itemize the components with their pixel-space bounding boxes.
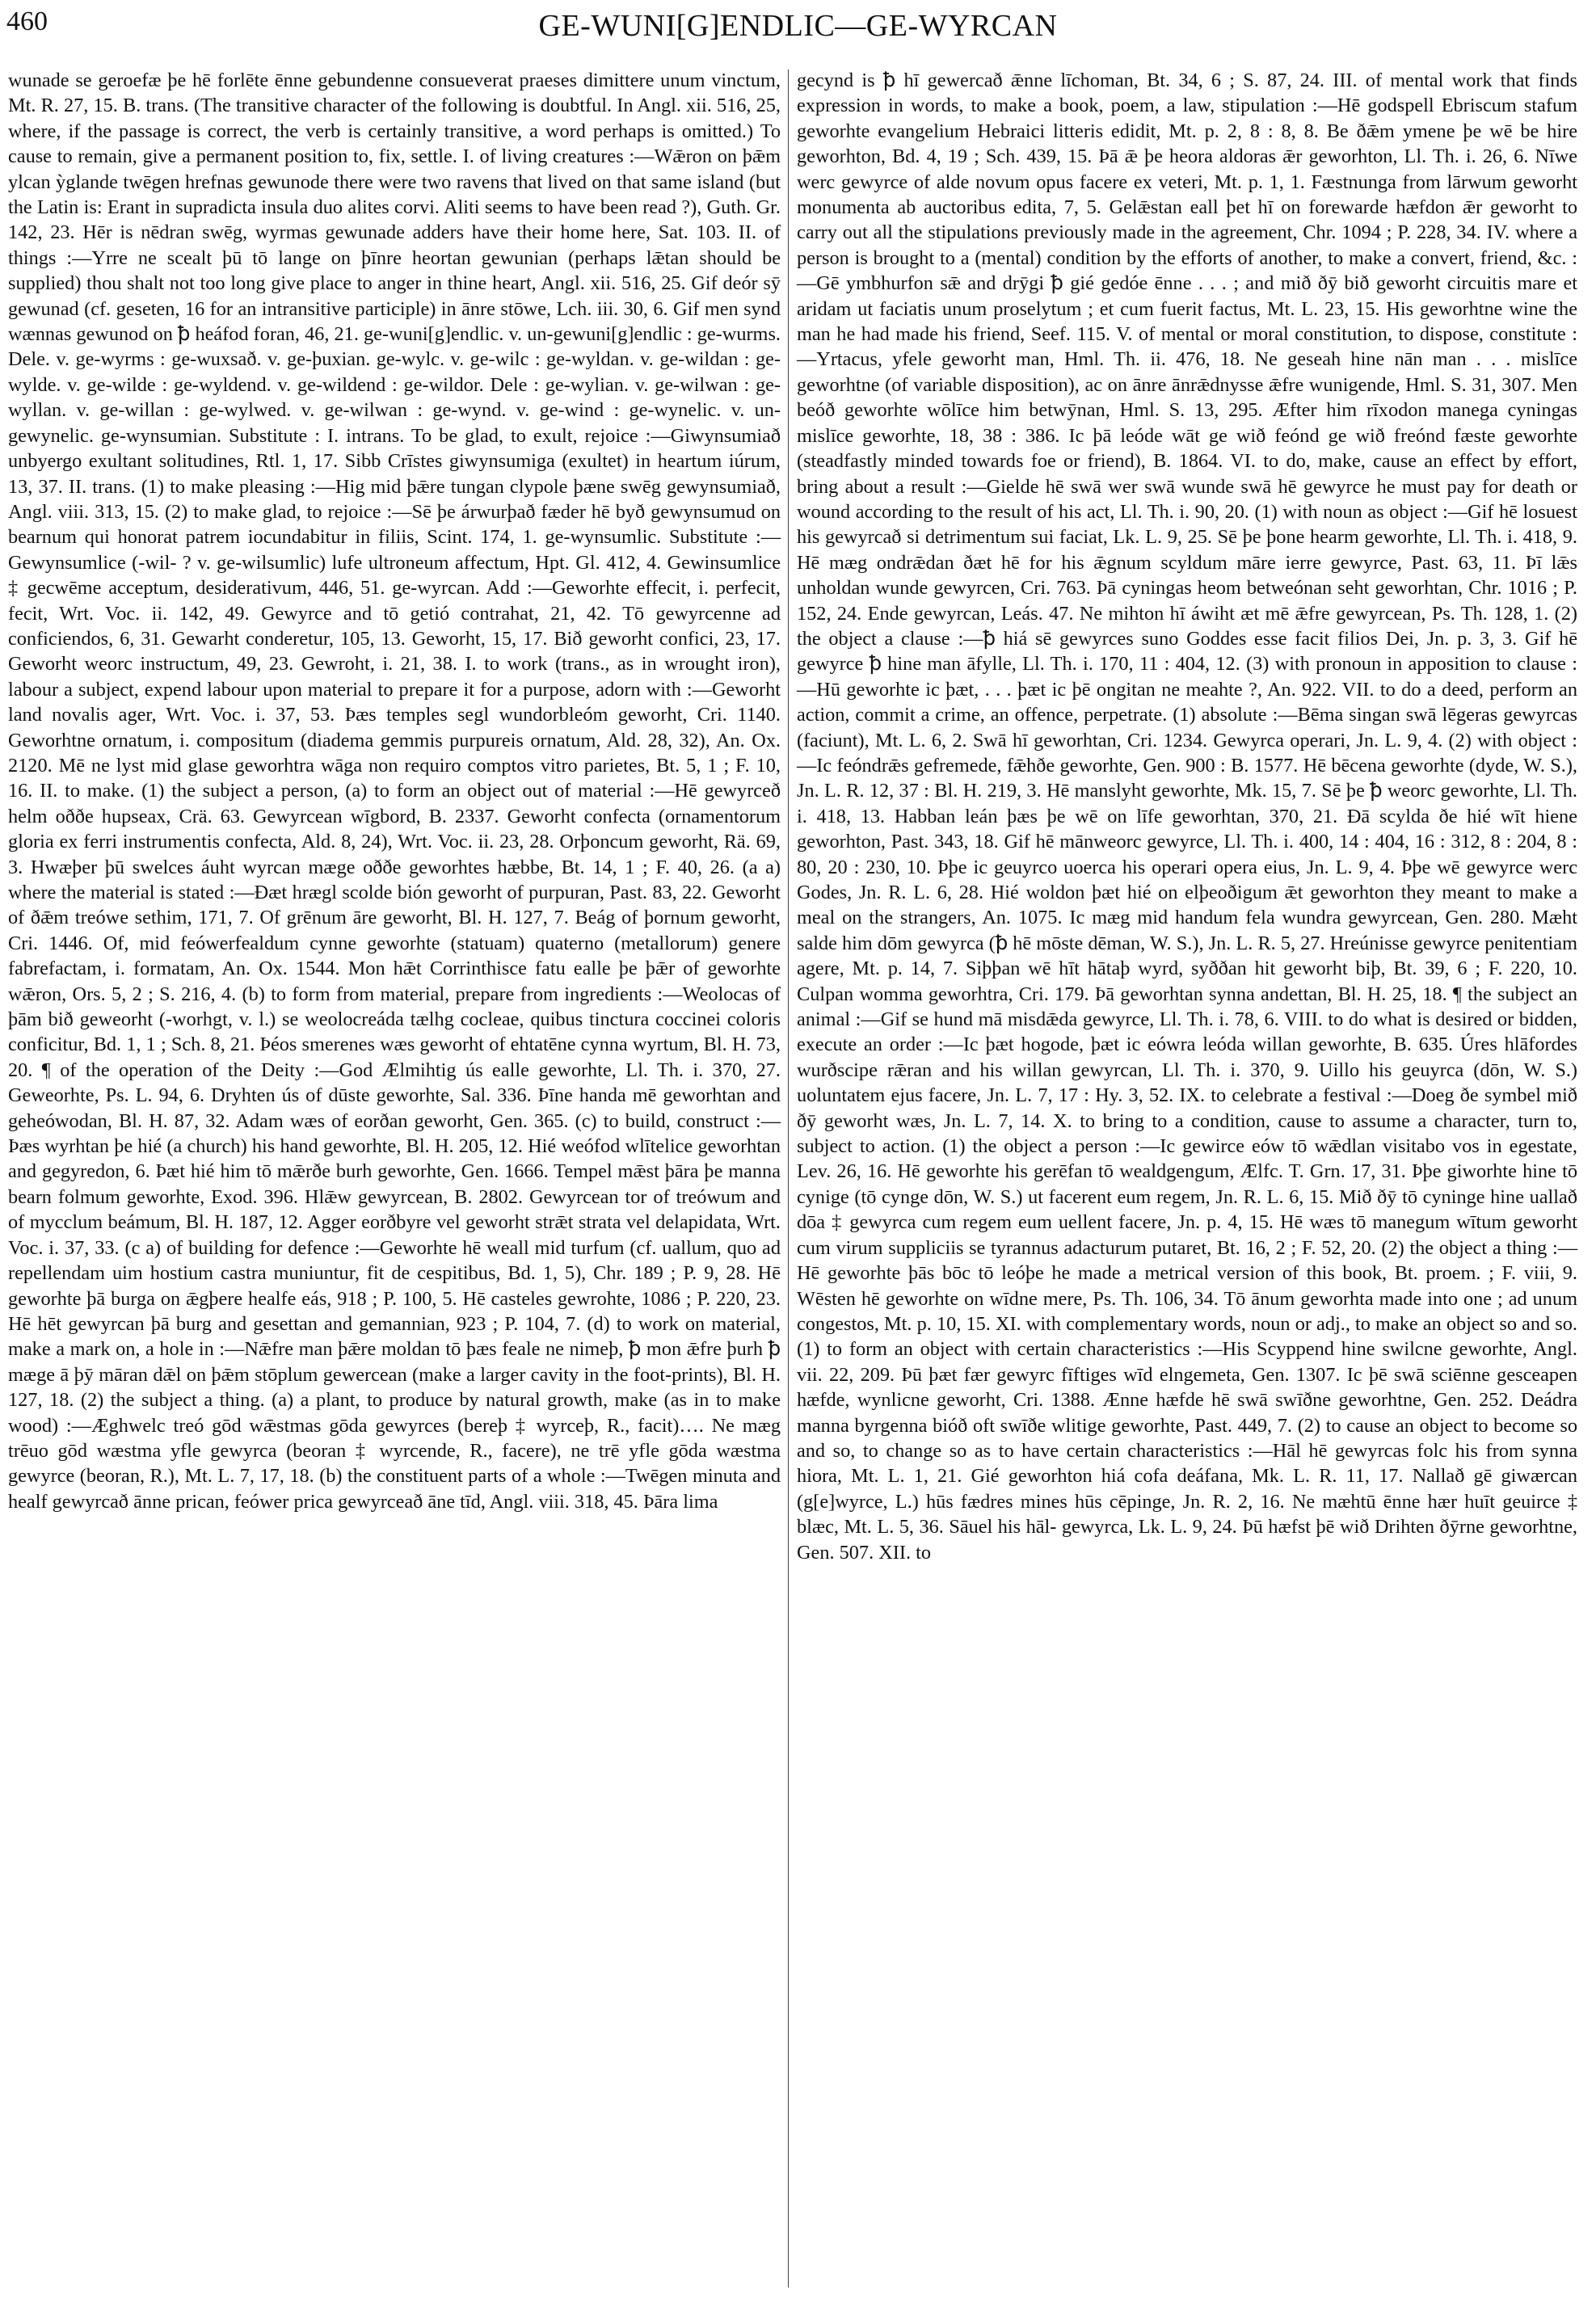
column-divider xyxy=(788,69,789,2288)
right-column xyxy=(797,68,1577,1565)
left-column-text: wunade se geroefæ þe hē forlēte ēnne gebundenne consueverat praeses dimittere unum vinctum, Mt. R. 27, 15. B. trans. (The transitive character of the following is doubtful. In Angl. xii. 516, 25, where, if the passage is correct, the verb is certainly transitive, a word perhaps is omitted.) To cause to remain, give a permanent position to, fix, settle. I. of living creatures :—Wǣron on þǣm ylcan ỳglande twēgen hrefnas gewunode there were two ravens that lived on that same island (but the Latin is: Erant in supradicta insula duo alites corvi. Aliti seems to have been read ?), Guth. Gr. 142, 23. Hēr is nēdran swēg, wyrmas gewunade adders have their home here, Sat. 103. II. of things :—Yrre ne scealt þū tō lange on þīnre heortan gewunian (perhaps lǣtan should be supplied) thou shalt not too long give place to anger in thine heart, Angl. xii. 516, 25. Gif deór sȳ gewunad (cf. geseten, 16 for an intransitive participle) in ānre stōwe, Lch. iii. 30, 6. Gif men synd wænnas gewunod on ꝥ heáfod foran, 46, 21. ge-wuni[g]endlic. v. un-gewuni[g]endlic : ge-wurms. Dele. v. ge-wyrms : ge-wuxsað. v. ge-þuxian. ge-wylc. v. ge-wilc : ge-wyldan. v. ge-wildan : ge-wylde. v. ge-wilde : ge-wyldend. v. ge-wildend : ge-wildor. Dele : ge-wylian. v. ge-wilwan : ge-wyllan. v. ge-willan : ge-wylwed. v. ge-wilwan : ge-wynd. v. ge-wind : ge-wynelic. v. un-gewynelic. ge-wynsumian. Substitute : I. intrans. To be glad, to exult, rejoice :—Giwynsumiað unbyergo exultant solitudines, Rtl. 1, 17. Sibb Crīstes giwynsumiga (exultet) in heartum iúrum, 13, 37. II. trans. (1) to make pleasing :—Hig mid þǣre tungan clypole þæne swēg gewynsumiað, Angl. viii. 313, 15. (2) to make glad, to rejoice :—Sē þe árwurþað fæder hē byð gewynsumud on bearnum qui honorat patrem iocundabitur in filiis, Scint. 174, 1. ge-wynsumlic. Substitute :—Gewynsumlice (-wil- ? v. ge-wilsumlic) lufe ultroneum affectum, Hpt. Gl. 412, 4. Gewinsumlice ‡ gecwēme acceptum, desiderativum, 446, 51. ge-wyrcan. Add :—Geworhte effecit, i. perfecit, fecit, Wrt. Voc. ii. 142, 49. Gewyrce and tō getió contrahat, 21, 42. Tō gewyrcenne ad conficiendos, 6, 31. Gewarht conderetur, 105, 13. Geworht, 15, 17. Bið geworht confici, 23, 17. Geworht weorc instructum, 49, 23. Gewroht, i. 21, 38. I. to work (trans., as in wrought iron), labour a subject, expend labour upon material to prepare it for a purpose, adorn with :—Geworht land novalis ager, Wrt. Voc. i. 37, 53. Þæs temples segl wundorbleóm geworht, Cri. 1140. Geworhtne ornatum, i. compositum (diadema gemmis purpureis ornatum, Ald. 28, 32), An. Ox. 2120. Mē ne lyst mid glase geworhtra wāga non requiro comptos vitro parietes, Bt. 5, 1 ; F. 10, 16. II. to make. (1) the subject a person, (a) to form an object out of material :—Hē gewyrceð helm oððe hupseax, Crä. 63. Gewyrcean wīgbord, B. 2337. Geworht confecta (ornamentorum gloria ex ferri instrumentis confecta, Ald. 8, 24), Wrt. Voc. ii. 23, 28. Orþoncum geworht, Rä. 69, 3. Hwæþer þū swelces áuht wyrcan mæge oððe geworhtes hæbbe, Bt. 14, 1 ; F. 40, 26. (a a) where the material is stated :—Ðæt hrægl scolde bión geworht of purpuran, Past. 83, 22. Geworht of ðǣm treówe sethim, 171, 7. Of grēnum āre geworht, Bl. H. 127, 7. Beág of þornum geworht, Cri. 1446. Of, mid feówerfealdum cynne geworhte (statuam) quaterno (metallorum) genere fabrefactam, i. formatam, An. Ox. 1544. Mon hǣt Corrinthisce fatu ealle þe þǣr of geworhte wǣron, Ors. 5, 2 ; S. 216, 4. (b) to form from material, prepare from ingredients :—Weolocas of þām bið geweorht (-worhgt, v. l.) se weolocreáda tælhg cocleae, quibus tinctura coccinei coloris conficitur, Bd. 1, 1 ; Sch. 8, 21. Þéos smerenes wæs geworht of ehtatēne cynna wyrtum, Bl. H. 73, 20. ¶ of the operation of the Deity :—God Ælmihtig ús ealle geworhte, Ll. Th. i. 370, 27. Geweorhte, Ps. L. 94, 6. Dryhten ús of dūste geworhte, Sal. 336. Þīne handa mē geworhtan and geheówodan, Bl. H. 87, 32. Adam wæs of eorðan geworht, Gen. 365. (c) to build, construct :—Þæs wyrhtan þe hié (a church) his hand geworhte, Bl. H. 205, 12. Hié weófod wlītelice geworhtan and gegyredon, 6. Þæt hié him tō mǣrðe burh geworhte, Gen. 1666. Tempel mǣst þāra þe manna bearn folmum geworhte, Exod. 396. Hlǣw gewyrcean, B. 2802. Gewyrcean tor of treówum and of mycclum beámum, Bl. H. 187, 12. Agger eorðbyre vel geworht strǣt strata vel delapidata, Wrt. Voc. i. 37, 33. (c a) of building for defence :—Geworhte hē weall mid turfum (cf. uallum, quo ad repellendam uim hostium castra muniuntur, fit de cespitibus, Bd. 1, 5), Chr. 189 ; P. 9, 28. Hē geworhte þā burga on ǣgþere healfe eás, 918 ; P. 100, 5. Hē casteles gewrohte, 1086 ; P. 220, 23. Hē hēt gewyrcan þā burg and gesettan and gemannian, 923 ; P. 104, 7. (d) to work on material, make a mark on, a hole in :—Nǣfre man þǣre moldan tō þæs feale ne nimeþ, ꝥ mon ǣfre þurh ꝥ mæge ā þȳ māran dǣl on þǣm stōplum gewercean (make a larger cavity in the foot-prints), Bl. H. 127, 18. (2) the subject a thing. (a) a plant, to produce by natural growth, make (as in to make wood) :—Æghwelc treó gōd wǣstmas gōda gewyrces (bereþ ‡ wyrceþ, R., facit)…. Ne mæg trēuo gōd wæstma yfle gewyrca (beoran ‡ wyrcende, R., facere), ne trē yfle gōda wæstma gewyrce (beoran, R.), Mt. L. 7, 17, 18. (b) the constituent parts of a whole :—Twēgen minuta and healf gewyrcað ānne prican, feówer prica gewyrceað āne tīd, Angl. viii. 318, 45. Þāra lima xyxy=(8,69,781,1513)
running-head: GE-WUNI[G]ENDLIC—GE-WYRCAN xyxy=(538,9,1058,43)
page-number: 460 xyxy=(6,6,48,36)
right-column-text: gecynd is ꝥ hī gewercað ǣnne līchoman, Bt. 34, 6 ; S. 87, 24. III. of mental work that finds expression in words, to make a book, poem, a law, stipulation :—Hē godspell Ebriscum stafum geworhte evangelium Hebraici litteris edidit, Mt. p. 2, 8 : 8, 8. Be ðǣm ymene þe wē be hire geworhton, Bd. 4, 19 ; Sch. 439, 15. Þā ǣ þe heora aldoras ǣr geworhton, Ll. Th. i. 26, 6. Nīwe werc gewyrce of alde novum opus facere ex veteri, Mt. p. 1, 1. Fæstnunga from lārwum geworht monumenta ab auctoribus edita, 7, 5. Gelǣstan eall þet hī on forewarde hæfdon ǣr geworht to carry out all the stipulations previously made in the agreement, Chr. 1094 ; P. 228, 34. IV. where a person is brought to a (mental) condition by the efforts of another, to make a convert, friend, &c. :—Gē ymbhurfon sǣ and drȳgi ꝥ gié gedóe ēnne . . . ; and mið ðȳ bið geworht circuitis mare et aridam ut faciatis unum proselytum ; et cum fuerit factus, Mt. L. 23, 15. His geworhtne wine the man he had made his friend, Seef. 115. V. of mental or moral constitution, to dispose, constitute :—Yrtacus, yfele geworht man, Hml. Th. ii. 476, 18. Ne geseah hine nān man . . . mislīce geworhtne (of variable disposition), ac on ānre ānrǣdnysse ǣfre wunigende, Hml. S. 31, 307. Men beóð geworhte wōlīce him betwȳnan, Hml. S. 13, 295. Æfter him rīxodon manega cyningas mislīce geworhte, 18, 38 : 386. Ic þā leóde wāt ge wið feónd ge wið freónd fæste geworhte (steadfastly minded towards foe or friend), B. 1864. VI. to do, make, cause an effect by effort, bring about a result :—Gielde hē swā wer swā wunde swā hē gewyrce he must pay for death or wound according to the result of his act, Ll. Th. i. 90, 20. (1) with noun as object :—Gif hē losuest his gewyrcað si detrimentum sui faciat, Lk. L. 9, 25. Sē þe þone hearm geworhte, Ll. Th. i. 418, 9. Hē mæg ondrǣdan ðæt hē for his ǣgnum scyldum māre ierre gewyrce, Past. 63, 11. Þī lǣs unholdan wunde gewyrcen, Cri. 763. Þā cyningas heom betweónan seht geworhtan, Chr. 1016 ; P. 152, 24. Ende gewyrcan, Leás. 47. Ne mihton hī áwiht æt mē ǣfre gewyrcean, Ps. Th. 128, 1. (2) the object a clause :—ꝥ hiá sē gewyrces suno Goddes esse facit filios Dei, Jn. p. 3, 3. Gif hē gewyrce ꝥ hine man āfylle, Ll. Th. i. 170, 11 : 404, 12. (3) with pronoun in apposition to clause :—Hū geworhte ic þæt, . . . þæt ic þē ongitan ne meahte ?, An. 922. VII. to do a deed, perform an action, commit a crime, an offence, perpetrate. (1) absolute :—Bēma singan swā lēgeras gewyrcas (faciunt), Mt. L. 6, 2. Swā hī geworhtan, Cri. 1234. Gewyrca operari, Jn. L. 9, 4. (2) with object :—Ic feóndrǣs gefremede, fǣhðe geworhte, Gen. 900 : B. 1577. Hē bēcena geworhte (dyde, W. S.), Jn. L. R. 12, 37 : Bl. H. 219, 3. Hē manslyht geworhte, Mk. 15, 7. Sē þe ꝥ weorc geworhte, Ll. Th. i. 418, 13. Habban leán þæs þe wē on līfe geworhtan, 370, 21. Ðā scylda ðe hié wīt hiene geworhton, Past. 343, 18. Gif hē mānweorc gewyrce, Ll. Th. i. 400, 14 : 404, 16 : 312, 8 : 204, 8 : 80, 20 : 230, 10. Þþe ic geuyrco uoerca his operari opera eius, Jn. L. 9, 4. Þþe wē gewyrce werc Godes, Jn. R. L. 6, 28. Hié woldon þæt hié on elþeoðigum ǣt geworhton they meant to make a meal on the strangers, An. 1075. Ic mæg mid handum fela wundra gewyrcean, Gen. 280. Mæht salde him dōm gewyrca (ꝥ hē mōste dēman, W. S.), Jn. L. R. 5, 27. Hreúnisse gewyrce penitentiam agere, Mt. p. 14, 7. Siþþan wē hīt hātaþ wyrd, syððan hit geworht biþ, Bt. 39, 6 ; F. 220, 10. Culpan womma geworhtra, Cri. 179. Þā geworhtan synna andettan, Bl. H. 25, 18. ¶ the subject an animal :—Gif se hund mā misdǣda gewyrce, Ll. Th. i. 78, 6. VIII. to do what is desired or bidden, execute an order :—Ic þæt hogode, þæt ic eówra leóda willan geworhte, B. 635. Úres hlāfordes wurðscipe rǣran and his willan gewyrcan, Ll. Th. i. 370, 9. Uillo his geuyrca (dōn, W. S.) uoluntatem ejus facere, Jn. L. 7, 17 : Hy. 3, 52. IX. to celebrate a festival :—Doeg ðe symbel mið ðȳ geworht wæs, Jn. L. 7, 14. X. to bring to a condition, cause to assume a character, turn to, subject to action. (1) the object a person :—Ic gewirce eów tō wǣdlan visitabo vos in egestate, Lev. 26, 16. Hē geworhte his gerēfan tō wealdgengum, Ælfc. T. Grn. 17, 31. Þþe giworhte hine tō cynige (tō cynge dōn, W. S.) ut facerent eum regem, Jn. R. L. 6, 15. Mið ðȳ tō cyninge hine uallað dōa ‡ gewyrca cum regem eum uellent facere, Jn. p. 4, 15. Hē wæs tō manegum wītum geworht cum virum suppliciis se tyrannus adacturum putaret, Bt. 16, 2 ; F. 52, 20. (2) the object a thing :—Hē geworhte þās bōc tō leóþe he made a metrical version of this book, Bt. proem. ; F. viii, 9. Wēsten hē geworhte on wīdne mere, Ps. Th. 106, 34. Tō ānum geworhta made into one ; ad unum congestos, Mt. p. 10, 15. XI. with complementary words, noun or adj., to make an object so and so. (1) to form an object with certain characteristics :—His Scyppend hine swilcne geworhte, Angl. vii. 22, 209. Þū þæt fær gewyrc fīftiges wīd elngemeta, Gen. 1307. Ic þē swā sciēnne gesceapen hæfde, wynlicne geworht, Cri. 1388. Ænne hæfde hē swā swīðne geworhtne, Gen. 252. Deádra manna byrgenna bióð oft swīðe wlitige geworhte, Past. 449, 7. (2) to cause an object to become so and so, to change so as to have certain characteristics :—Hāl hē gewyrcas folc his from synna hiora, Mt. L. 1, 21. Gié geworhton hiá cofa deáfana, Mk. L. R. 11, 17. Nallað gē giwærcan (g[e]wyrce, L.) hūs fædres mines hūs cēpinge, Jn. R. 2, 16. Ne mæhtū ēnne hær huīt geuirce ‡ blæc, Mt. L. 5, 36. Sāuel his hāl- gewyrca, Lk. L. 9, 24. Þū hæfst þē wið Drihten ðȳrne geworhtne, Gen. 507. XII. to xyxy=(797,69,1577,1564)
left-column xyxy=(8,68,781,1514)
